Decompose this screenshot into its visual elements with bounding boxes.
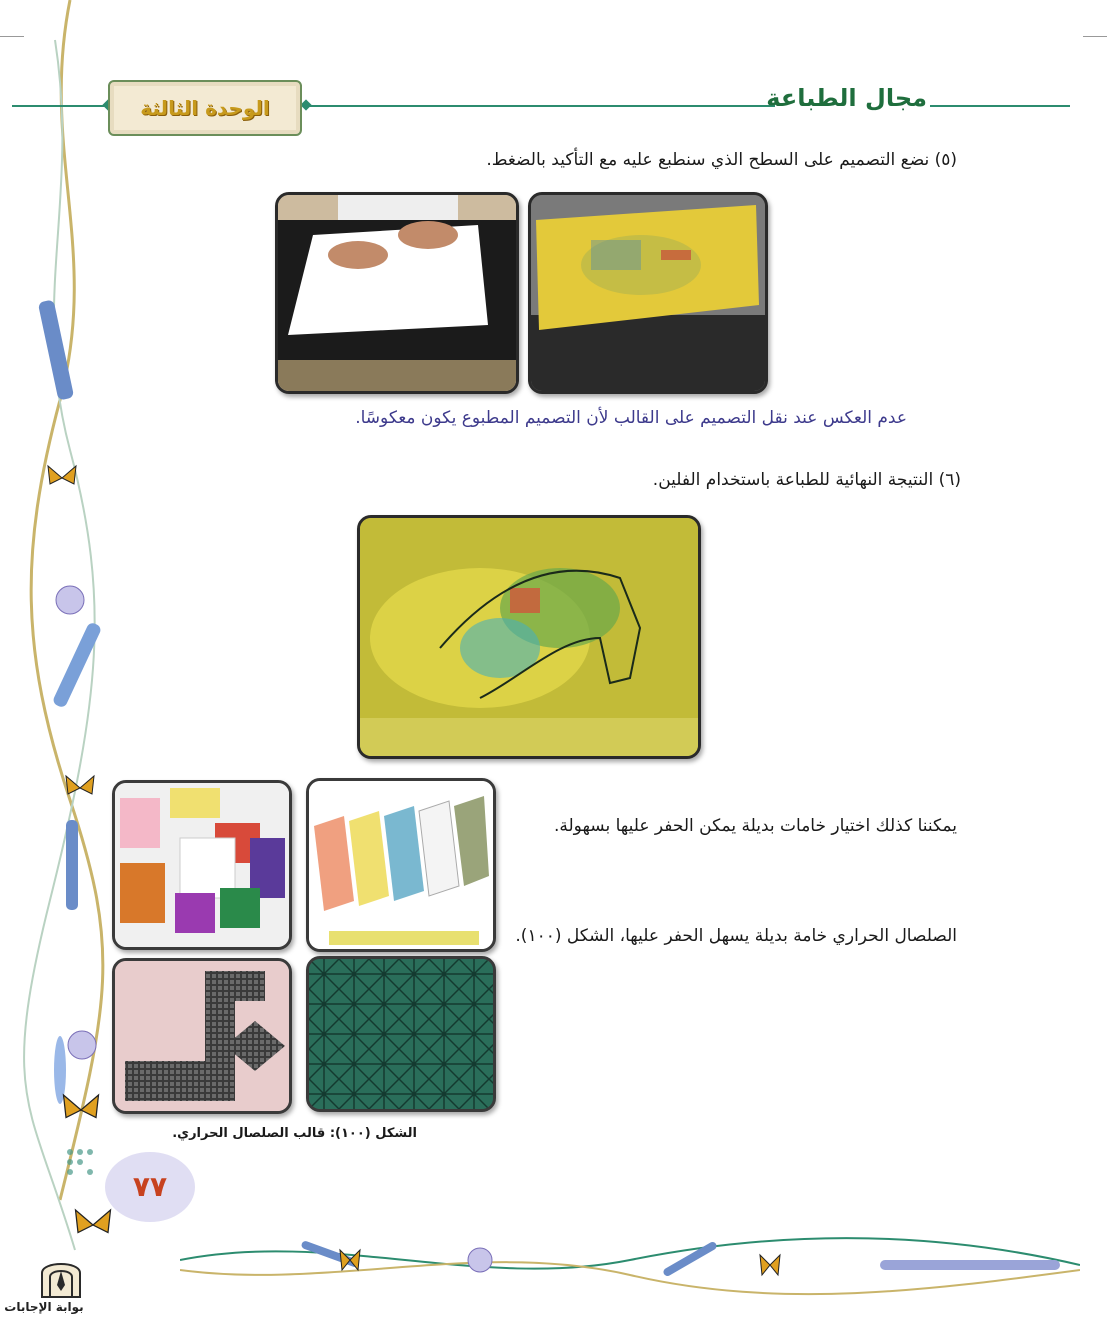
alt-materials-text: يمكننا كذلك اختيار خامات بديلة يمكن الحفر عليها بسهولة. xyxy=(553,816,957,836)
unit-badge xyxy=(108,80,302,136)
photo-placing-design xyxy=(275,192,519,394)
brand-logo-icon xyxy=(38,1255,84,1299)
page-number: ٧٧ xyxy=(132,1170,168,1203)
thermal-clay-text: الصلصال الحراري خامة بديلة يسهل الحفر عليها، الشكل (١٠٠). xyxy=(515,926,957,946)
photo-clay-bars xyxy=(306,778,496,952)
photo-colored-clay-blocks xyxy=(112,780,292,950)
butterfly-icon xyxy=(62,772,98,804)
reverse-note: عدم العكس عند نقل التصميم على القالب لأن التصميم المطبوع يكون معكوسًا. xyxy=(355,408,907,428)
photo-lifting-print xyxy=(528,192,768,394)
brand-name: بوابة الإجابات xyxy=(4,1300,84,1314)
butterfly-icon xyxy=(58,1090,104,1130)
header-rule-left xyxy=(12,105,108,107)
crop-mark xyxy=(1083,36,1107,37)
step-6-text: (٦) النتيجة النهائية للطباعة باستخدام الفلين. xyxy=(652,470,961,490)
header-rule-middle xyxy=(305,105,775,107)
crop-mark xyxy=(0,36,24,37)
unit-label: الوحدة الثالثة xyxy=(140,96,270,120)
figure-caption: الشكل (١٠٠): قالب الصلصال الحراري. xyxy=(172,1126,417,1141)
header-ornament xyxy=(300,99,311,110)
decorative-bottom-border xyxy=(180,1220,1080,1300)
photo-carved-letter-mold xyxy=(112,958,292,1114)
header-rule-right xyxy=(930,105,1070,107)
photo-final-print xyxy=(357,515,701,759)
butterfly-icon xyxy=(44,462,80,494)
section-title: مجال الطباعة xyxy=(766,84,927,112)
step-5-text: (٥) نضع التصميم على السطح الذي سنطبع عليه مع التأكيد بالضغط. xyxy=(486,150,957,170)
photo-carved-pattern-mold xyxy=(306,956,496,1112)
